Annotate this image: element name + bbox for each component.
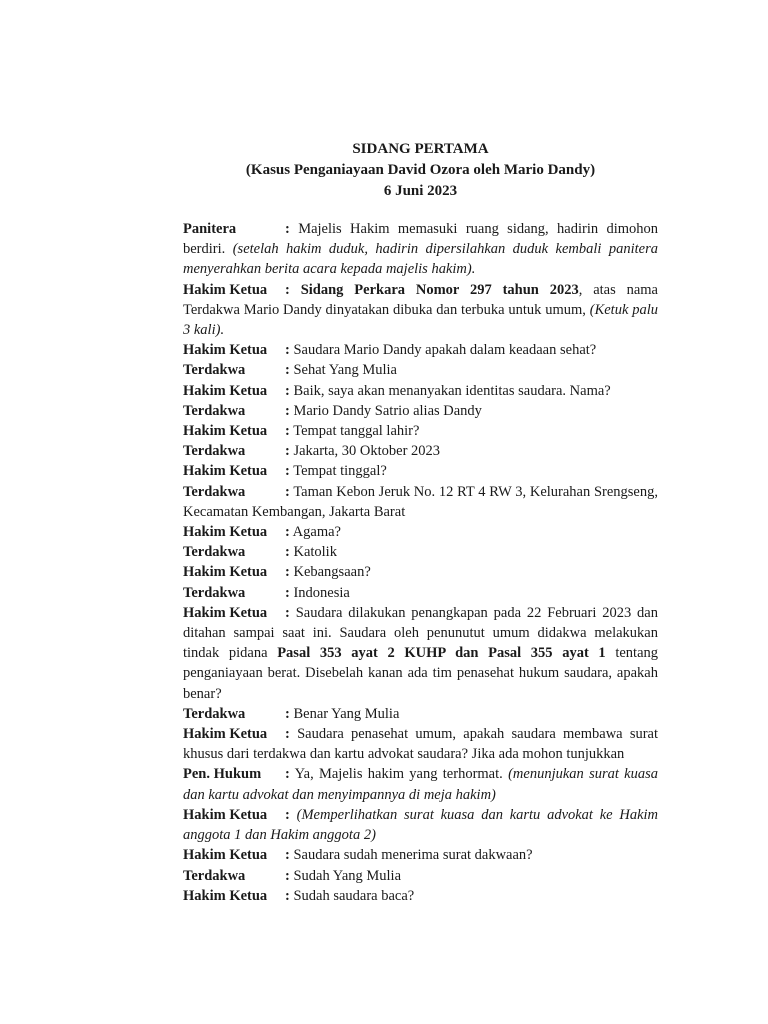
title-block	[183, 139, 658, 202]
dialogue-text: Ya, Majelis hakim yang terhormat.	[294, 766, 503, 783]
dialogue-text: Benar Yang Mulia	[293, 705, 400, 722]
dialogue-line	[183, 280, 658, 341]
colon: :	[285, 362, 290, 379]
dialogue-line	[183, 704, 658, 724]
colon: :	[285, 524, 290, 541]
dialogue-text: Kebangsaan?	[293, 564, 371, 581]
dialogue-line	[183, 522, 658, 542]
speaker-label: Terdakwa	[183, 402, 246, 419]
dialogue-transcript	[183, 219, 658, 906]
speaker-label: Terdakwa	[183, 867, 246, 884]
dialogue-line	[183, 360, 658, 380]
dialogue-text: Baik, saya akan menanyakan identitas saudara. Nama?	[293, 382, 611, 399]
colon: :	[285, 483, 290, 500]
speaker-label: Terdakwa	[183, 544, 246, 561]
dialogue-text: Tempat tinggal?	[293, 463, 387, 480]
dialogue-line	[183, 461, 658, 481]
stage-direction: (Ketuk palu 3 kali).	[183, 301, 659, 339]
dialogue-line	[183, 845, 658, 865]
dialogue-text: Tempat tanggal lahir?	[293, 423, 420, 440]
legal-article: Pasal 353 ayat 2 KUHP dan Pasal 355 ayat 1	[277, 645, 606, 662]
dialogue-line	[183, 401, 658, 421]
colon: :	[285, 806, 290, 823]
colon: :	[285, 847, 290, 864]
dialogue-text: Katolik	[293, 544, 337, 561]
document-title: SIDANG PERTAMA	[352, 141, 489, 157]
dialogue-text-continued: tentang penganiayaan berat. Disebelah kanan ada tim penasehat hukum saudara, apakah benar?	[183, 645, 659, 702]
colon: :	[285, 705, 290, 722]
dialogue-text: Saudara Mario Dandy apakah dalam keadaan sehat?	[293, 342, 597, 359]
speaker-label: Hakim Ketua	[183, 281, 268, 298]
speaker-label: Hakim Ketua	[183, 564, 268, 581]
dialogue-text: Agama?	[292, 524, 341, 541]
speaker-label: Terdakwa	[183, 362, 246, 379]
speaker-label: Panitera	[183, 221, 237, 237]
colon: :	[285, 867, 290, 884]
speaker-label: Hakim Ketua	[183, 604, 268, 621]
colon: :	[285, 402, 290, 419]
dialogue-text: Jakarta, 30 Oktober 2023	[293, 443, 441, 460]
dialogue-line	[183, 764, 658, 804]
colon: :	[285, 584, 290, 601]
dialogue-line	[183, 866, 658, 886]
stage-direction: (menunjukan surat kuasa dan kartu advokat dan menyimpannya di meja hakim)	[183, 766, 659, 803]
colon: :	[285, 423, 290, 440]
dialogue-line	[183, 603, 658, 704]
speaker-label: Hakim Ketua	[183, 806, 268, 823]
dialogue-line	[183, 724, 658, 764]
colon: :	[285, 342, 290, 359]
dialogue-line	[183, 340, 658, 360]
colon: :	[285, 726, 290, 743]
speaker-label: Hakim Ketua	[183, 887, 268, 904]
dialogue-text: Saudara sudah menerima surat dakwaan?	[293, 847, 533, 864]
speaker-label: Pen. Hukum	[183, 766, 262, 783]
colon: :	[285, 221, 290, 237]
speaker-label: Terdakwa	[183, 443, 246, 460]
speaker-label: Hakim Ketua	[183, 342, 268, 359]
document-subtitle: (Kasus Penganiayaan David Ozora oleh Mario Dandy)	[245, 162, 596, 178]
dialogue-text: Majelis Hakim memasuki ruang sidang, hadirin dimohon berdiri.	[183, 221, 659, 258]
speaker-label: Hakim Ketua	[183, 382, 268, 399]
colon: :	[285, 766, 290, 783]
stage-direction: (setelah hakim duduk, hadirin dipersilahkan duduk kembali panitera menyerahkan berita acara kepada majelis hakim).	[183, 241, 659, 278]
colon: :	[285, 887, 290, 904]
stage-direction: (Memperlihatkan surat kuasa dan kartu advokat ke Hakim anggota 1 dan Hakim anggota 2)	[183, 806, 659, 844]
speaker-label: Hakim Ketua	[183, 524, 268, 541]
dialogue-line	[183, 805, 658, 845]
speaker-label: Hakim Ketua	[183, 847, 268, 864]
speaker-label: Hakim Ketua	[183, 463, 268, 480]
dialogue-text: Indonesia	[293, 584, 350, 601]
dialogue-line	[183, 219, 658, 280]
speaker-label: Terdakwa	[183, 705, 246, 722]
document-date: 6 Juni 2023	[383, 183, 458, 199]
dialogue-text: Sudah saudara baca?	[293, 887, 415, 904]
dialogue-line	[183, 562, 658, 582]
colon: :	[285, 463, 290, 480]
speaker-label: Terdakwa	[183, 584, 246, 601]
dialogue-text: Sehat Yang Mulia	[293, 362, 397, 379]
colon: :	[285, 382, 290, 399]
colon: :	[285, 544, 290, 561]
dialogue-text: Saudara penasehat umum, apakah saudara membawa surat khusus dari terdakwa dan kartu advokat saudara? Jika ada mohon tunjukkan	[183, 726, 659, 763]
dialogue-line	[183, 886, 658, 906]
colon: :	[285, 281, 290, 298]
colon: :	[285, 564, 290, 581]
dialogue-text: Mario Dandy Satrio alias Dandy	[293, 402, 482, 419]
dialogue-text: , atas nama Terdakwa Mario Dandy dinyatakan dibuka dan terbuka untuk umum,	[183, 281, 658, 318]
dialogue-text: Taman Kebon Jeruk No. 12 RT 4 RW 3, Kelurahan Srengseng, Kecamatan Kembangan, Jakarta Barat	[183, 483, 658, 520]
dialogue-text: Saudara dilakukan penangkapan pada 22 Februari 2023 dan ditahan sampai saat ini. Saudara oleh penunutut umum didakwa melakukan tindak pidana	[183, 604, 658, 662]
dialogue-line	[183, 381, 658, 401]
colon: :	[285, 604, 290, 621]
colon: :	[285, 443, 290, 460]
dialogue-line	[183, 441, 658, 461]
dialogue-text: Sudah Yang Mulia	[293, 867, 402, 884]
speaker-label: Hakim Ketua	[183, 423, 268, 440]
dialogue-line	[183, 542, 658, 562]
dialogue-line	[183, 583, 658, 603]
dialogue-line	[183, 421, 658, 441]
dialogue-line	[183, 482, 658, 522]
case-number: Sidang Perkara Nomor 297 tahun 2023	[300, 281, 579, 298]
speaker-label: Hakim Ketua	[183, 726, 268, 743]
speaker-label: Terdakwa	[183, 483, 246, 500]
